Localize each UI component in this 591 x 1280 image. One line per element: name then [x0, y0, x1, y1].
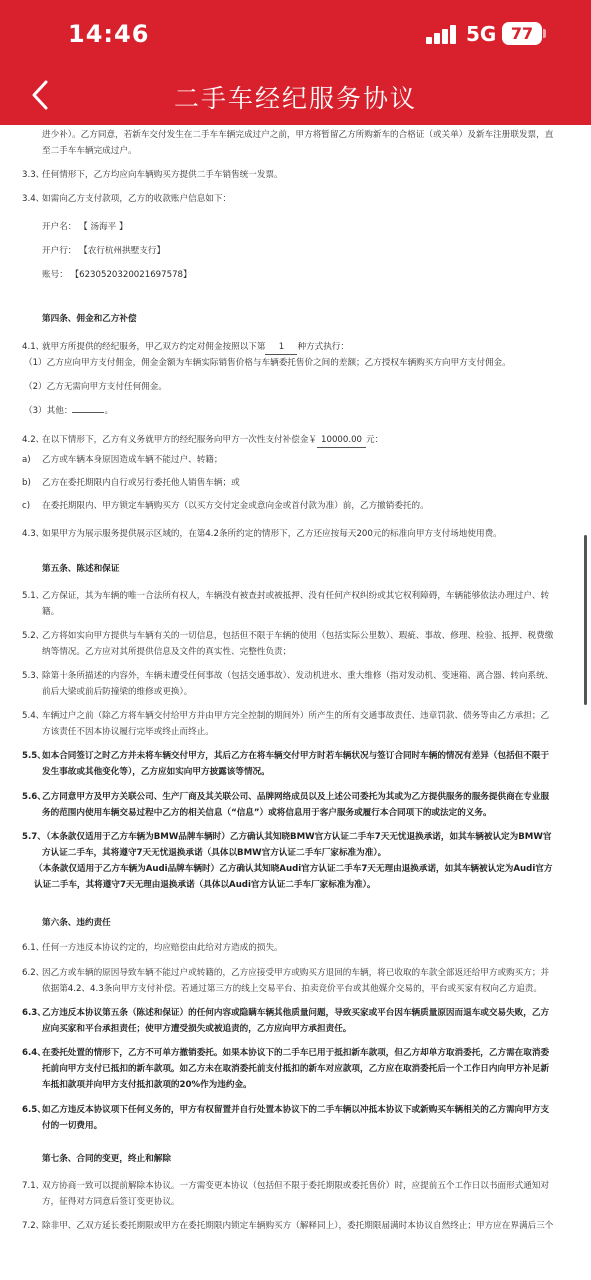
account-number-row: 账号： 【6230520320021697578】: [42, 270, 192, 280]
clause-4-1-2: （2）乙方无需向甲方支付任何佣金。: [24, 382, 167, 392]
account-bank-row: 开户行： 【农行杭州拱墅支行】: [42, 246, 166, 256]
clause-4-1-1: （1）乙方应向甲方支付佣金，佣金金额为车辆实际销售价格与车辆委托售价之间的差额；乙方授权车辆购买方向甲方支付佣金。: [24, 358, 511, 368]
commission-option: 1: [265, 341, 297, 355]
app-header: [0, 0, 591, 125]
section-heading-4: 第四条、佣金和乙方补偿: [42, 314, 137, 324]
account-name: 【 汤海平 】: [79, 222, 128, 232]
signal-icon: [426, 24, 458, 44]
clause-4-1-3: （3）其他： 。: [24, 406, 114, 416]
account-name-row: 开户名： 【 汤海平 】: [42, 222, 128, 232]
battery-level: 77: [510, 24, 534, 43]
nav-bar: [0, 65, 591, 125]
account-number: 【6230520320021697578】: [70, 270, 192, 280]
section-heading-7: 第七条、合同的变更，终止和解除: [42, 1154, 171, 1164]
account-bank: 【农行杭州拱墅支行】: [79, 246, 166, 256]
battery-tip: [543, 29, 546, 38]
other-blank: [72, 412, 104, 413]
agreement-content[interactable]: 进少补）。乙方同意，若新车交付发生在二手车车辆完成过户之前，甲方将暂留乙方所购新车的合格证（或关单）及新车注册联发票，直至二手车车辆完成过户。 3.3、 任何情形下，乙方均应向车辆购买方提供二手车销售统一发票。 3.4、 如需向乙方支付款项，乙方的收款账户信息如下： 开户名： 【 汤海平 】 开户行： 【农行杭州拱墅支行】 账号： 【6230520320021697578】 第四条、佣金和乙方补偿 4.1、 就甲方所提供的经纪服务，甲乙双方约定对佣金按照以下第 1 种方式执行： （1）乙方应向甲方支付佣金，佣金金额为车辆实际销售价格与车辆委托售价之间的差额；乙方授权车辆购买方向甲方支付佣金。 （2）乙方无需向甲方支付任何佣金。 （3）其他： 。 4.2、 在以下情形下，乙方有义务就甲方的经纪服务向甲方一次性支付补偿金￥ 10000.00 元： a) 乙方或车辆本身原因造成车辆不能过户、转籍； b) 乙方在委托期限内自行或另行委托他人销售车辆；或 c) 在委托期限内、甲方锁定车辆购买方（以买方交付定金或意向金或首付款为准）前，乙方撤销委托的。 4.3、 如果甲方为展示服务提供展示区域的，在第4.2条所约定的情形下，乙方还应按每天200元的标准向甲方支付场地使用费。 第五条、陈述和保证 5.1、 乙方保证，其为车辆的唯一合法所有权人，车辆没有被查封或被抵押、没有任何产权纠纷或其它权利障碍，车辆能够依法办理过户、转籍。 5.2、 乙方将如实向甲方提供与车辆有关的一切信息，包括但不限于车辆的使用（包括实际公里数）、瑕疵、事故、修理、检验、抵押、税费缴纳等情况。乙方应对其所提供信息及文件的真实性、完整性负责； 5.3、 除第十条所描述的内容外，车辆未遭受任何事故（包括交通事故）、发动机进水、重大维修（指对发动机、变速箱、离合器、转向系统、前后大梁或前后防撞梁的维修或更换）。 5.4、 车辆过户之前（除乙方将车辆交付给甲方并由甲方完全控制的期间外）所产生的所有交通事故责任、违章罚款、债务等由乙方承担；乙方该责任不因本协议履行完毕或终止而终止。 5.5、 如本合同签订之时乙方并未将车辆交付甲方，其后乙方在将车辆交付甲方时若车辆状况与签订合同时车辆的情况有差异（包括但不限于发生事故或其他变化等），乙方应如实向甲方披露该等情况。 5.6、 乙方同意甲方及甲方关联公司、生产厂商及其关联公司、品牌网络成员以及上述公司委托为其或为乙方提供服务的服务提供商在专业服务的范围内使用车辆交易过程中乙方的相关信息（“信息”）或将信息用于客户服务或履行本合同项下的或法定的义务。 5.7、 （本条款仅适用于乙方车辆为BMW品牌车辆时）乙方确认其知晓BMW官方认证二手车7天无忧退换承诺，如其车辆被认定为BMW官方认证二手车，其将遵守7天无忧退换承诺（具体以BMW官方认证二手车厂家标准为准）。 （本条款仅适用于乙方车辆为Audi品牌车辆时）乙方确认其知晓Audi官方认证二手车7天无理由退换承诺，如其车辆被认定为Audi官方认证二手车，其将遵守7天无理由退换承诺（具体以Audi官方认证二手车厂家标准为准）。 第六条、违约责任 6.1、 任何一方违反本协议约定的，均应赔偿由此给对方造成的损失。 6.2、 因乙方或车辆的原因导致车辆不能过户或转籍的，乙方应接受甲方或购买方退回的车辆，将已收取的车款全部返还给甲方或购买方；并依据第4.2、4.3条向甲方支付补偿。若通过第三方的线上交易平台、拍卖竞价平台或其他媒介交易的，平台或买家有权向乙方追责。 6.3、 乙方违反本协议第五条（陈述和保证）的任何内容或隐瞒车辆其他质量问题，导致买家或平台因车辆质量原因而退车或交易失败，乙方应向买家和平台承担责任；使甲方遭受损失或被追责的，乙方应向甲方承担责任。 6.4、 在委托处置的情形下，乙方不可单方撤销委托。如果本协议下的二手车已用于抵扣新车款项，但乙方却单方取消委托，乙方需在取消委托前向甲方支付已抵扣的新车款项。如乙方未在取消委托前支付抵扣的新车对应款项，乙方应在取消委托后一个工作日内向甲方补足新车抵扣款项并向甲方支付抵扣款项的20%作为违约金。 6.5、 如乙方违反本协议项下任何义务的，甲方有权留置并自行处置本协议下的二手车辆以冲抵本协议下或新购买车辆相关的乙方需向甲方支付的一切费用。 第七条、合同的变更，终止和解除 7.1、 双方协商一致可以提前解除本协议。一方需变更本协议（包括但不限于委托期限或委托售价）时，应提前五个工作日以书面形式通知对方，征得对方同意后签订变更协议。 7.2、 除非甲、乙双方延长委托期限或甲方在委托期限内锁定车辆购买方（解释同上），委托期限届满时本协议自然终止；甲方应在界满后三个: [22, 130, 554, 1231]
section-heading-6: 第六条、违约责任: [42, 918, 111, 928]
page-title: 二手车经纪服务协议: [173, 84, 417, 113]
battery-icon: [502, 22, 542, 45]
network-type: 5G: [466, 22, 497, 46]
status-time: 14:46: [68, 20, 150, 48]
scrollbar[interactable]: [584, 535, 587, 705]
status-bar: [0, 0, 591, 65]
section-heading-5: 第五条、陈述和保证: [42, 564, 120, 574]
compensation-amount: 10000.00: [317, 434, 366, 448]
